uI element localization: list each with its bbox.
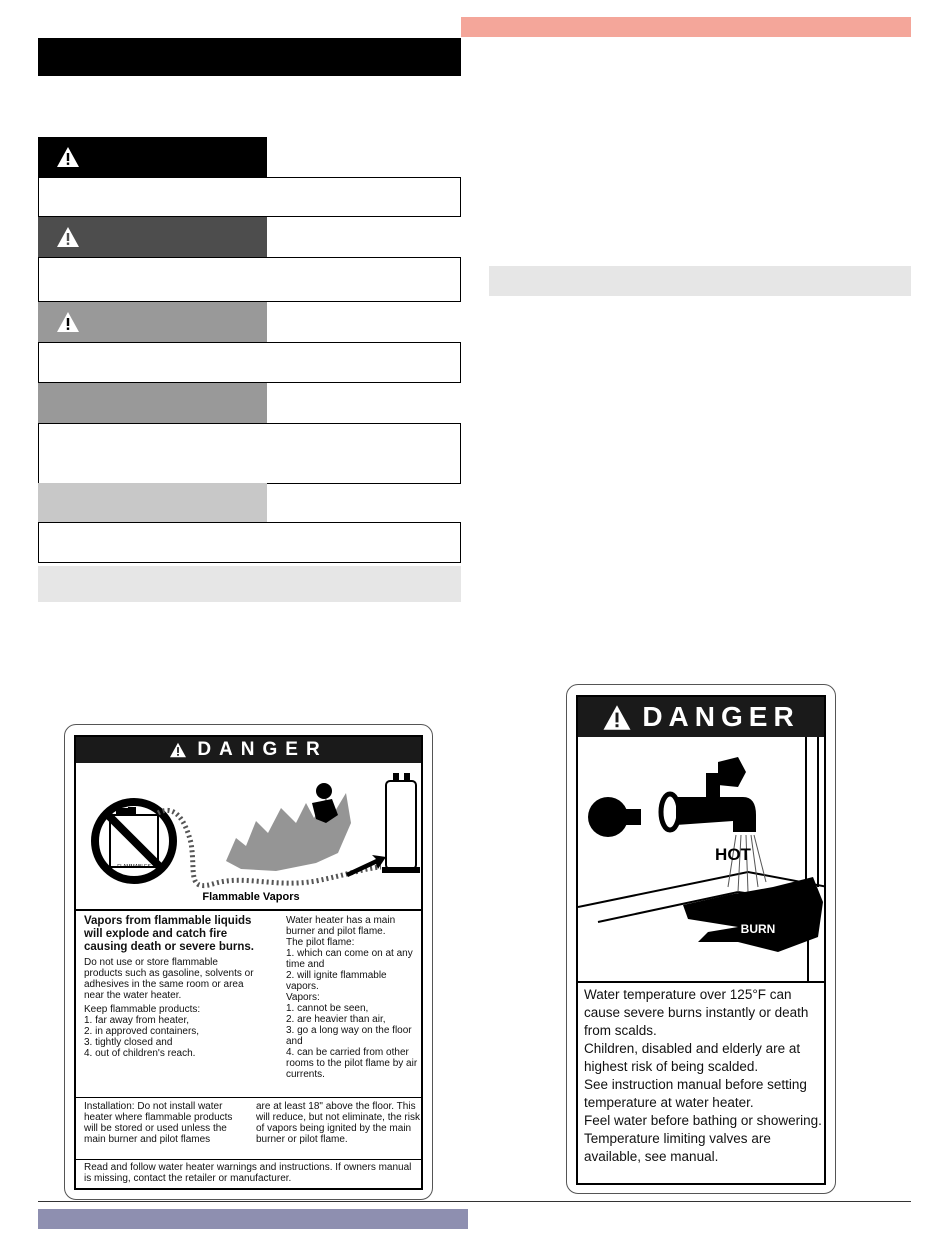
- subsection-bar-right: [489, 266, 911, 296]
- warning-triangle-icon: [56, 226, 80, 248]
- hot-text: HOT: [715, 845, 751, 864]
- footer-bar: [38, 1209, 468, 1229]
- install-right: are at least 18" above the floor. This will reduce, but not eliminate, the risk of vapors being ignited by the main burner or pilot flame.: [256, 1101, 420, 1145]
- warning-triangle-icon: [169, 742, 187, 758]
- signal-box-caution-plain: [38, 423, 461, 484]
- scald-danger-label: [566, 684, 836, 1194]
- text-line: 2. in approved containers,: [84, 1026, 200, 1037]
- warning-triangle-icon: [602, 704, 632, 731]
- text-line: Vapors:: [286, 992, 320, 1003]
- install-divider: [76, 1097, 423, 1098]
- footer-rule: [38, 1201, 911, 1202]
- warning-triangle-icon: [56, 311, 80, 333]
- warning-triangle-icon: [56, 146, 80, 168]
- flammable-vapors-illustration: [76, 763, 423, 909]
- text-line: Keep flammable products:: [84, 1004, 201, 1015]
- text-line: 2. are heavier than air,: [286, 1014, 386, 1025]
- text-line: Water temperature over 125°F can cause severe burns instantly or death from scalds.: [584, 987, 809, 1038]
- illustration-divider: [76, 909, 423, 911]
- hazard-headline: Vapors from flammable liquids will explode and catch fire causing death or severe burns.: [84, 915, 255, 953]
- signal-label-danger: [38, 137, 267, 177]
- text-line: 1. far away from heater,: [84, 1015, 190, 1026]
- danger-word: DANGER: [197, 739, 328, 760]
- label-footer: Read and follow water heater warnings and instructions. If owners manual is missing, contact the retailer or manufacturer.: [84, 1162, 412, 1184]
- signal-box-caution: [38, 342, 461, 383]
- signal-box-danger: [38, 177, 461, 217]
- text-line: Temperature limiting valves are available, see manual.: [584, 1131, 771, 1164]
- signal-box-notice: [38, 522, 461, 563]
- text-line: 4. can be carried from other rooms to the pilot flame by air currents.: [286, 1047, 418, 1080]
- text-line: Water heater has a main burner and pilot flame.: [286, 915, 396, 937]
- text-line: Children, disabled and elderly are at highest risk of being scalded.: [584, 1041, 801, 1074]
- text-line: See instruction manual before setting temperature at water heater.: [584, 1077, 807, 1110]
- danger-header: [76, 737, 421, 763]
- flammable-vapors-caption: Flammable Vapors: [202, 891, 300, 903]
- signal-label-warning: [38, 217, 267, 257]
- danger-header: [578, 697, 824, 737]
- section-title-bar: [38, 38, 461, 76]
- subsection-bar: [38, 566, 461, 602]
- scald-text: [584, 986, 824, 1166]
- svg-text:FLAMMABLES: FLAMMABLES: [117, 864, 151, 870]
- burn-text: BURN: [740, 922, 776, 936]
- footer-divider: [76, 1159, 423, 1160]
- text-line: Feel water before bathing or showering.: [584, 1113, 822, 1128]
- hazard-col-left: [84, 915, 254, 1059]
- text-line: The pilot flame:: [286, 937, 355, 948]
- signal-label-caution-plain: [38, 383, 267, 423]
- text-line: 2. will ignite flammable vapors.: [286, 970, 387, 992]
- hazard-col-right: [286, 915, 420, 1080]
- illustration-divider: [578, 981, 826, 983]
- danger-word: DANGER: [642, 701, 800, 732]
- signal-box-warning: [38, 257, 461, 302]
- text-line: 4. out of children's reach.: [84, 1048, 196, 1059]
- signal-label-notice: [38, 483, 267, 523]
- install-left: Installation: Do not install water heater where flammable products will be stored or used unless the main burner and pilot flames: [84, 1101, 233, 1145]
- header-accent-bar: [461, 17, 911, 37]
- prohibited-can-icon: [95, 802, 173, 880]
- text-line: 3. go a long way on the floor and: [286, 1025, 412, 1047]
- signal-label-caution: [38, 302, 267, 342]
- text-line: 1. which can come on at any time and: [286, 948, 413, 970]
- flammable-vapors-label: [64, 724, 433, 1200]
- text-line: 1. cannot be seen,: [286, 1003, 369, 1014]
- text-line: 3. tightly closed and: [84, 1037, 173, 1048]
- hot-water-illustration: [578, 737, 826, 981]
- text-line: Do not use or store flammable products such as gasoline, solvents or adhesives in the same room or area near the water heater.: [84, 957, 254, 1001]
